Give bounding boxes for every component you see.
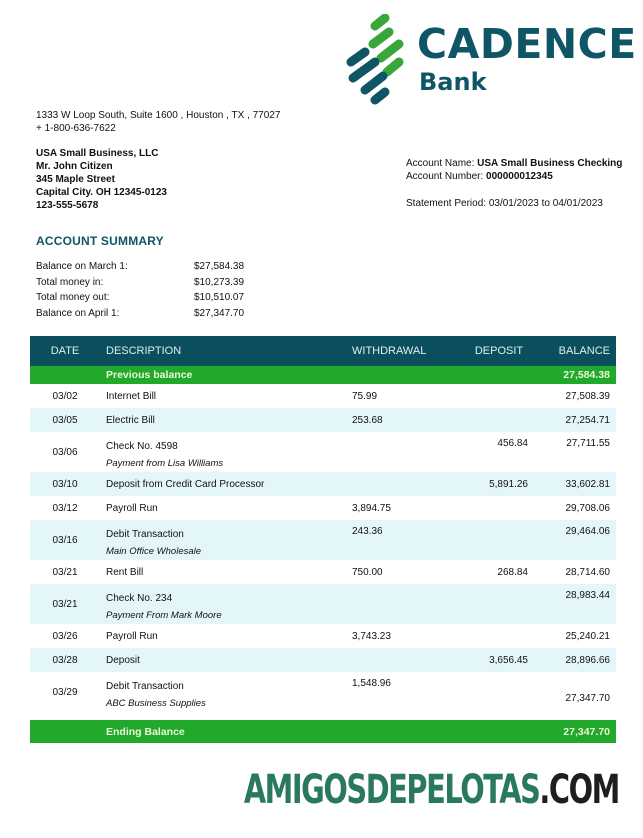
row-description-main: Debit Transaction: [106, 529, 184, 540]
row-description: [100, 672, 346, 712]
row-date: 03/28: [52, 654, 78, 666]
customer-phone: 123-555-5678: [36, 200, 99, 211]
account-name-label: Account Name:: [406, 158, 478, 169]
row-withdrawal: 3,743.23: [352, 630, 391, 642]
summary-value: $10,510.07: [194, 292, 245, 303]
row-balance: 27,347.70: [565, 693, 610, 704]
row-balance: 28,714.60: [565, 566, 610, 578]
header-description: DESCRIPTION: [106, 345, 182, 357]
summary-label: Total money in:: [36, 276, 104, 288]
account-name: [406, 157, 622, 170]
table-row: [30, 384, 616, 408]
row-date: 03/10: [52, 478, 78, 490]
row-description: Internet Bill: [106, 390, 157, 402]
previous-balance-row: [30, 366, 616, 384]
bank-address: 1333 W Loop South, Suite 1600 , Houston , TX , 77027: [36, 110, 281, 121]
header-balance: BALANCE: [558, 345, 610, 357]
row-description: Payroll Run: [106, 630, 158, 642]
account-summary: [36, 259, 264, 321]
row-withdrawal: [346, 432, 462, 472]
row-date: 03/26: [52, 630, 78, 642]
customer-street: 345 Maple Street: [36, 174, 115, 185]
logo-wordmark: CADENCE: [417, 20, 637, 68]
row-description-main: Check No. 4598: [106, 441, 178, 452]
row-description: Electric Bill: [106, 414, 155, 426]
header-deposit: DEPOSIT: [474, 345, 524, 357]
customer-address-block: [36, 147, 167, 212]
row-withdrawal: 253.68: [352, 414, 383, 426]
row-balance: 27,254.71: [565, 414, 610, 426]
summary-value: $10,273.39: [194, 276, 245, 288]
table-row: [30, 648, 616, 672]
account-number-value: 000000012345: [486, 171, 553, 182]
account-summary-title: ACCOUNT SUMMARY: [36, 234, 164, 248]
row-deposit: 456.84: [497, 438, 528, 449]
row-description-sub: ABC Business Supplies: [106, 698, 206, 709]
row-deposit: 5,891.26: [489, 478, 528, 490]
ending-balance-label: Ending Balance: [106, 725, 185, 738]
cadence-leaf-icon: [345, 14, 407, 106]
table-row: [30, 432, 616, 472]
header-date: DATE: [50, 345, 80, 357]
table-header: [30, 336, 616, 366]
bank-address-block: [36, 109, 280, 135]
row-balance: 27,711.55: [566, 438, 610, 449]
row-balance: 28,983.44: [565, 590, 610, 601]
ending-balance-row: [30, 720, 616, 743]
row-description-sub: Main Office Wholesale: [106, 546, 202, 557]
previous-balance-label: Previous balance: [106, 369, 193, 381]
row-description: [100, 584, 346, 624]
row-date: 03/02: [52, 390, 78, 402]
row-balance: 28,896.66: [565, 654, 610, 666]
watermark-tld: .COM: [539, 767, 619, 813]
summary-value: $27,347.70: [194, 307, 245, 319]
row-balance: 27,508.39: [565, 390, 610, 402]
summary-row: [36, 275, 264, 291]
row-balance: 33,602.81: [565, 478, 610, 490]
customer-name: Mr. John Citizen: [36, 161, 113, 172]
row-date: 03/29: [52, 686, 78, 698]
row-description-main: Check No. 234: [106, 593, 173, 604]
row-date: 03/21: [52, 598, 78, 610]
statement-period: Statement Period: 03/01/2023 to 04/01/2023: [406, 198, 603, 209]
summary-row: [36, 259, 264, 275]
row-description: [100, 432, 346, 472]
previous-balance-value: 27,584.38: [563, 369, 610, 381]
row-deposit: [462, 584, 544, 624]
row-description: Payroll Run: [106, 502, 158, 514]
row-description: Deposit: [106, 654, 140, 666]
row-date: 03/12: [52, 502, 78, 514]
watermark: [244, 767, 619, 813]
watermark-main: AMIGOSDEPELOTAS: [244, 767, 540, 813]
row-date: 03/06: [52, 446, 78, 458]
row-withdrawal: 3,894.75: [352, 502, 391, 514]
row-description: [100, 520, 346, 560]
row-withdrawal: [346, 584, 462, 624]
cadence-bank-logo: [345, 14, 637, 106]
table-row: [30, 584, 616, 624]
summary-row: [36, 306, 264, 322]
summary-value: $27,584.38: [194, 261, 245, 272]
row-description-main: Debit Transaction: [106, 681, 184, 692]
transactions-table: [30, 336, 616, 743]
table-row: [30, 672, 616, 712]
row-deposit: [462, 672, 544, 712]
spacer: [30, 712, 616, 720]
row-withdrawal: 75.99: [352, 390, 378, 402]
table-row: [30, 624, 616, 648]
customer-company: USA Small Business, LLC: [36, 148, 159, 159]
logo-subtitle: Bank: [419, 68, 487, 96]
ending-balance-value: 27,347.70: [563, 725, 610, 738]
row-date: 03/16: [52, 534, 78, 546]
row-description: Rent Bill: [106, 566, 144, 578]
summary-label: Balance on April 1:: [36, 307, 120, 319]
customer-city: Capital City. OH 12345-0123: [36, 187, 167, 198]
row-balance: 29,464.06: [565, 526, 610, 537]
row-deposit: [462, 520, 544, 560]
table-row: [30, 472, 616, 496]
row-date: 03/21: [52, 566, 78, 578]
bank-phone: + 1-800-636-7622: [36, 123, 116, 134]
row-deposit: 3,656.45: [489, 654, 528, 666]
account-name-value: USA Small Business Checking: [477, 158, 623, 169]
row-description: Deposit from Credit Card Processor: [106, 478, 265, 490]
row-balance: 29,708.06: [565, 502, 610, 514]
row-description-sub: Payment from Lisa Williams: [106, 458, 224, 469]
table-row: [30, 520, 616, 560]
row-date: 03/05: [52, 414, 78, 426]
row-deposit: 268.84: [497, 566, 528, 578]
row-withdrawal: 243.36: [352, 526, 383, 537]
summary-label: Balance on March 1:: [36, 261, 128, 272]
header-withdrawal: WITHDRAWAL: [352, 345, 427, 357]
summary-row: [36, 290, 264, 306]
row-withdrawal: 1,548.96: [352, 678, 391, 689]
account-info-block: [406, 157, 622, 210]
account-number-label: Account Number:: [406, 171, 487, 182]
row-description-sub: Payment From Mark Moore: [106, 610, 222, 621]
table-row: [30, 496, 616, 520]
table-row: [30, 408, 616, 432]
row-withdrawal: 750.00: [352, 566, 383, 578]
summary-label: Total money out:: [36, 292, 110, 303]
row-balance: 25,240.21: [565, 630, 610, 642]
account-number: [406, 170, 622, 183]
table-row: [30, 560, 616, 584]
